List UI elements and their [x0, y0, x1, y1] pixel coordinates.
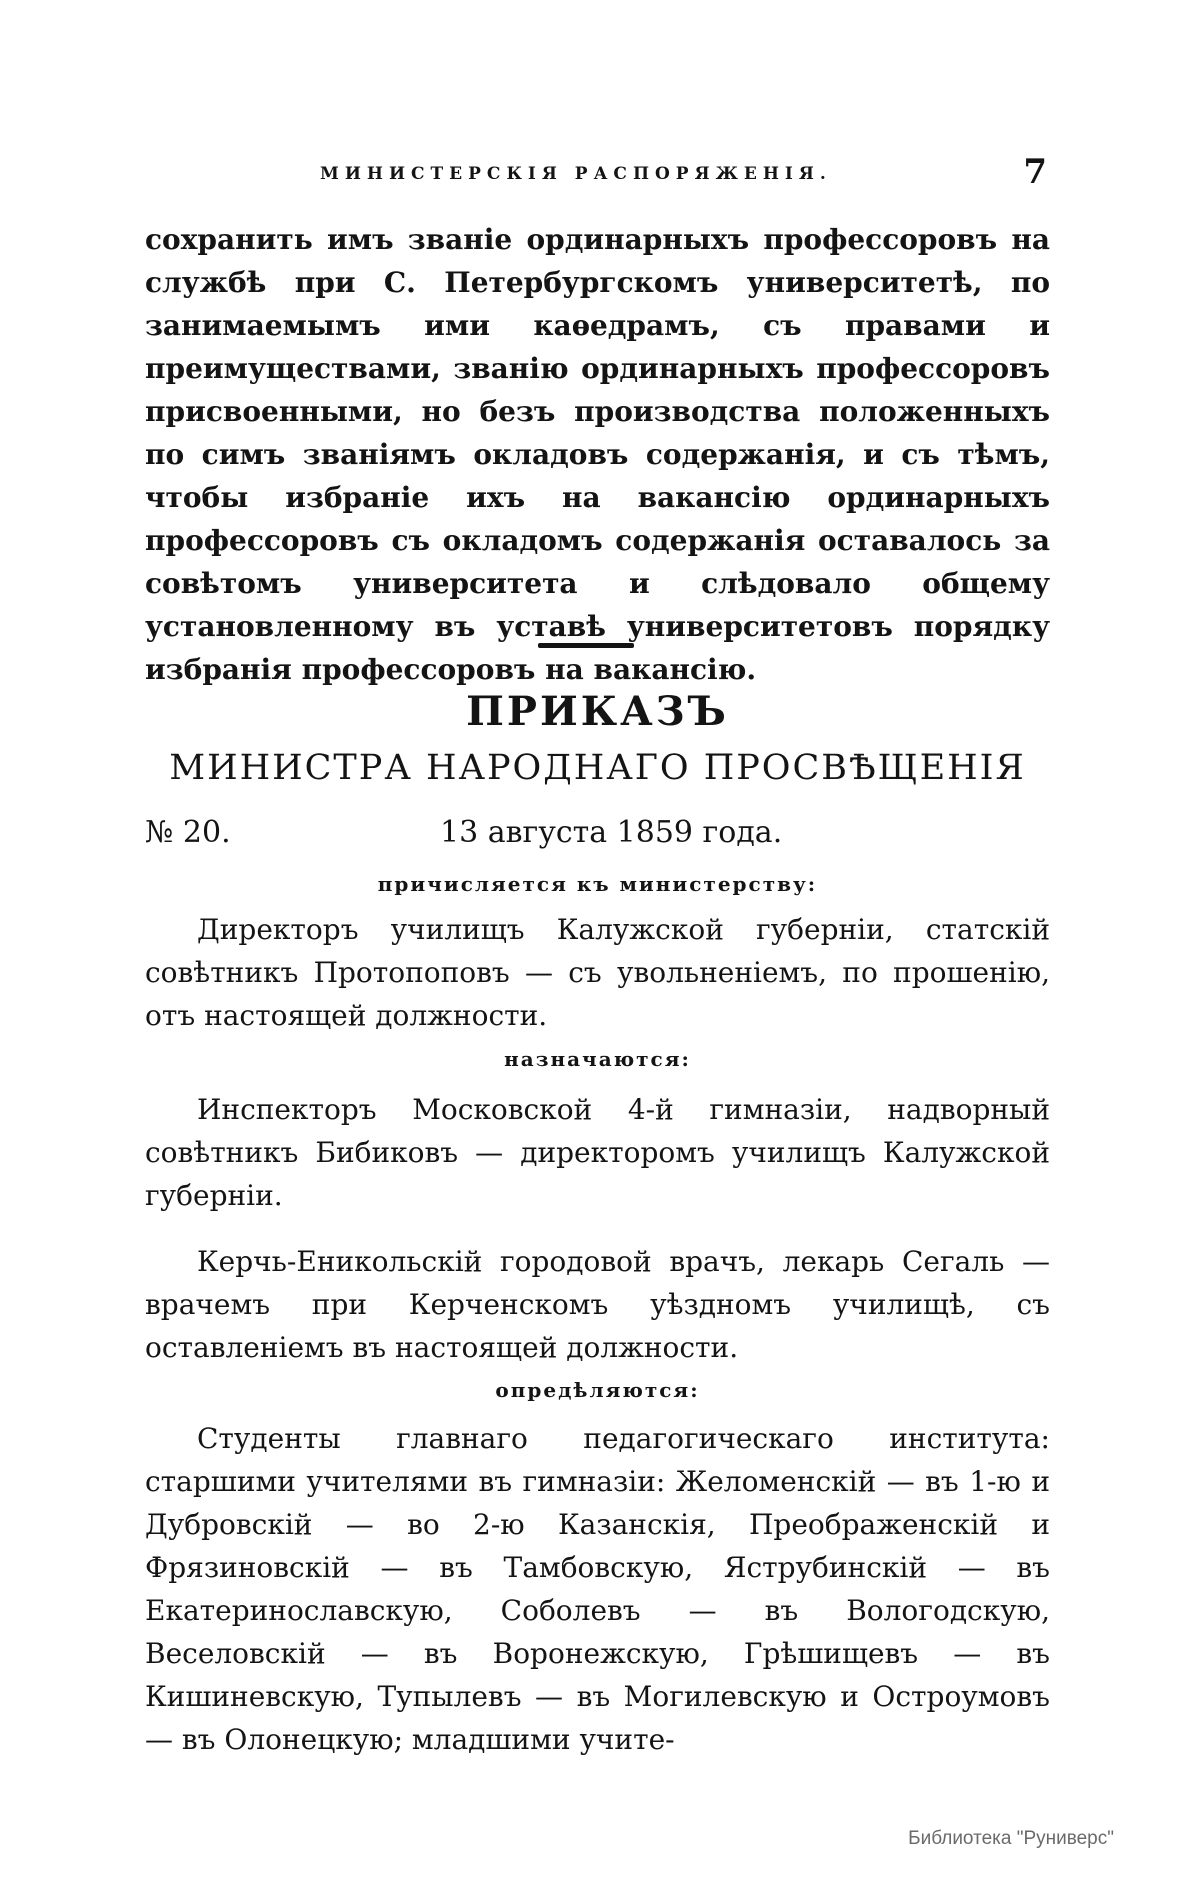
enrolled-block — [145, 908, 1050, 1037]
order-meta — [145, 815, 1050, 859]
appointed-paragraph-1: Инспекторъ Московской 4-й гимназіи, надворный совѣтникъ Бибиковъ — директоромъ училищъ Калужской губерніи. — [145, 1093, 1050, 1212]
order-title: ПРИКАЗЪ — [466, 688, 729, 735]
order-number: № 20. — [145, 815, 231, 850]
order-date: 13 августа 1859 года. — [440, 815, 783, 850]
ministry-title: МИНИСТРА НАРОДНАГО ПРОСВѢЩЕНІЯ — [169, 748, 1026, 788]
section-heading-appointed: назначаются: — [504, 1047, 691, 1071]
section-heading-assigned: опредѣляются: — [495, 1378, 700, 1402]
section-divider — [538, 643, 634, 648]
assigned-paragraph: Студенты главнаго педагогическаго института: старшими учителями въ гимназіи: Желоменскій — въ 1-ю и Дубровскій — во 2-ю Казанскія, Преображенскій и Фрязиновскій — въ Тамбовскую, Яструбинскій — въ Екатеринославскую, Соболевъ — въ Вологодскую, Веселовскій — въ Воронежскую, Грѣшищевъ — въ Кишиневскую, Тупылевъ — въ Могилевскую и Остроумовъ — въ Олонецкую; младшими учите- — [145, 1422, 1050, 1756]
library-watermark: Библиотека "Руниверс" — [908, 1828, 1114, 1849]
page-header — [145, 152, 1065, 198]
page-number: 7 — [1023, 152, 1047, 192]
continuation-paragraph: сохранить имъ званіе ординарныхъ профессоровъ на службѣ при С. Петербургскомъ университетѣ, по занимаемымъ ими каѳедрамъ, съ правами и преимуществами, званію ординарныхъ профессоровъ присвоенными, но безъ производства положенныхъ по симъ званіямъ окладовъ содержанія, и съ тѣмъ, чтобы избраніе ихъ на вакансію ординарныхъ профессоровъ съ окладомъ содержанія оставалось за совѣтомъ университета и слѣдовало общему установленному въ уставѣ университетовъ порядку избранія профессоровъ на вакансію. — [145, 223, 1050, 686]
appointed-paragraph-2: Керчь-Еникольскій городовой врачъ, лекарь Сегаль — врачемъ при Керченскомъ уѣздномъ училищѣ, съ оставленіемъ въ настоящей должности. — [145, 1245, 1050, 1364]
assigned-block — [145, 1417, 1050, 1761]
appointed-block-2 — [145, 1240, 1050, 1369]
continuation-block — [145, 218, 1050, 691]
running-head: МИНИСТЕРСКІЯ РАСПОРЯЖЕНІЯ. — [320, 164, 832, 184]
enrolled-paragraph: Директоръ училищъ Калужской губерніи, статскій совѣтникъ Протопоповъ — съ увольненіемъ, по прошенію, отъ настоящей должности. — [145, 913, 1050, 1032]
appointed-block-1 — [145, 1088, 1050, 1217]
section-heading-enrolled: причисляется къ министерству: — [377, 872, 818, 896]
